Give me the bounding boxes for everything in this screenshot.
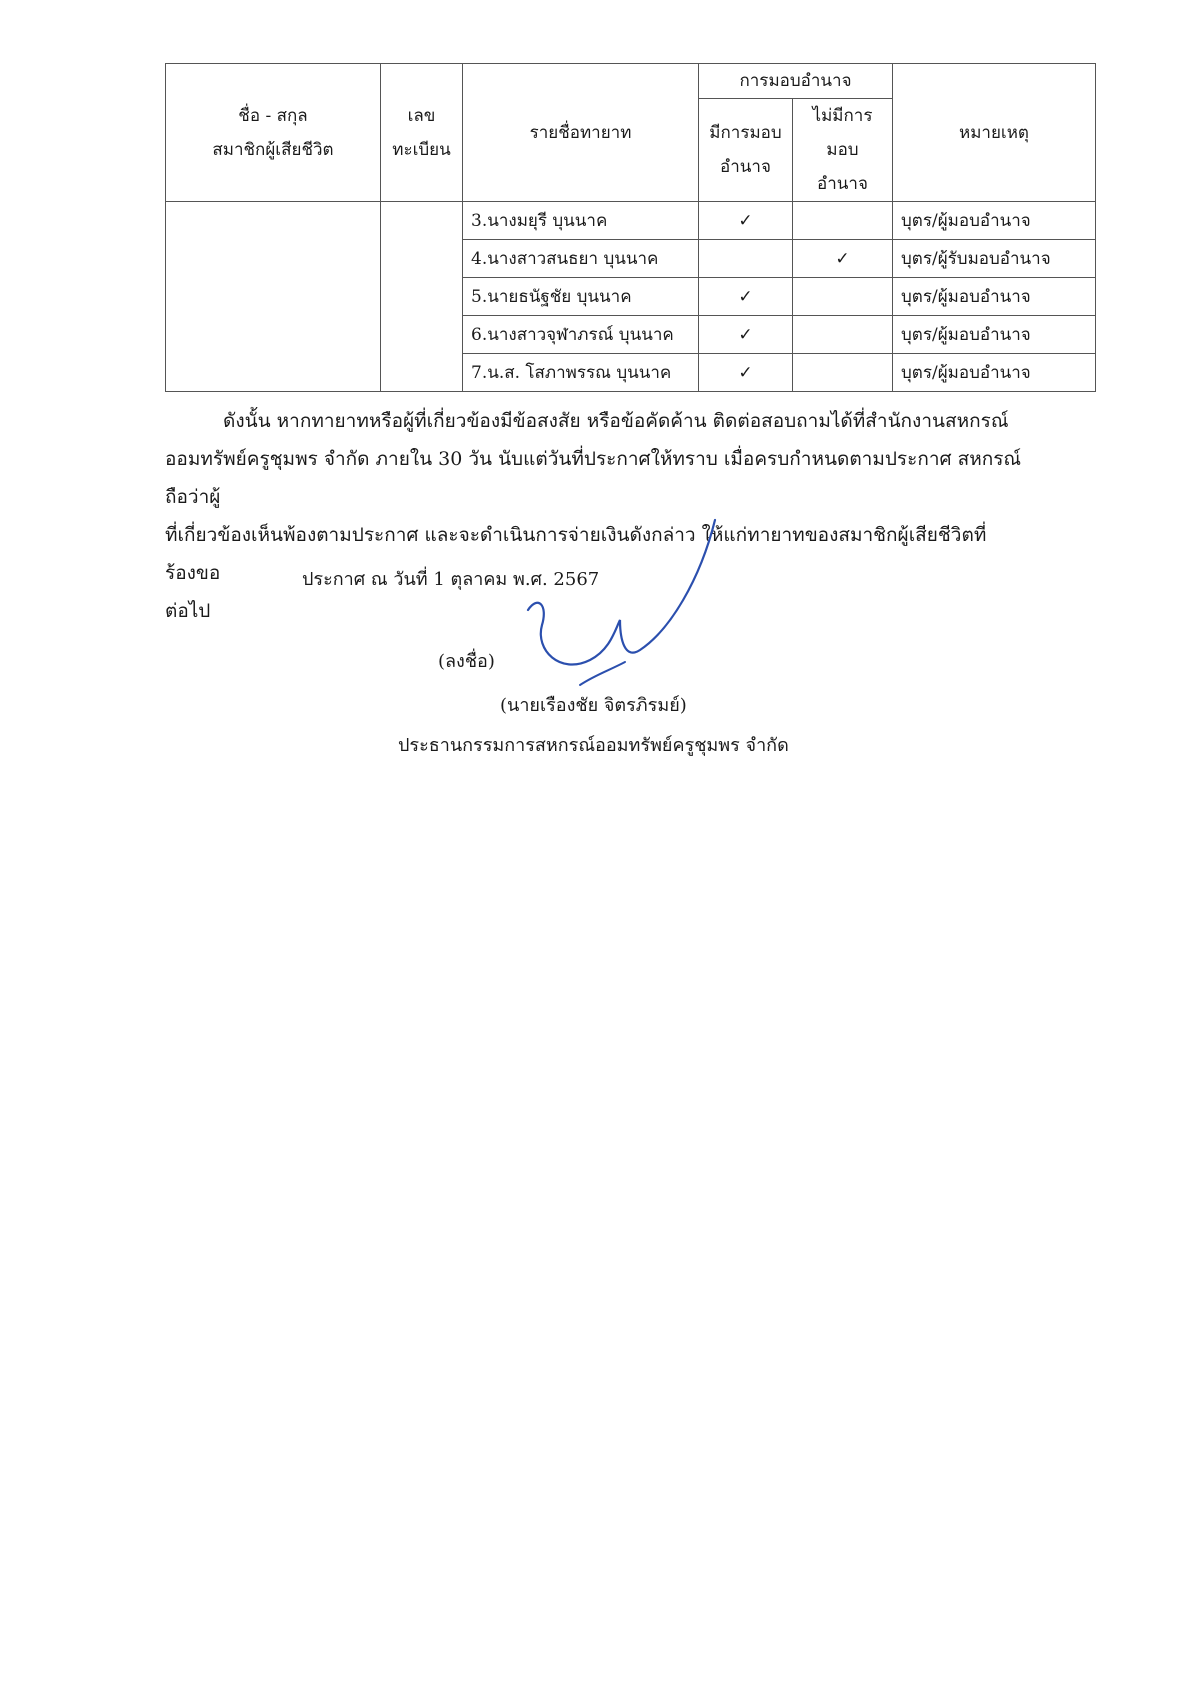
signed-label: (ลงชื่อ) <box>438 651 495 672</box>
authorized-check: ✓ <box>699 316 793 354</box>
heir-name: 6.นางสาวจุฬาภรณ์ บุนนาค <box>463 316 699 354</box>
paragraph-line: ออมทรัพย์ครูชุมพร จำกัด ภายใน 30 วัน นับแต่วันที่ประกาศให้ทราบ เมื่อครบกำหนดตามประกาศ สหกรณ์ถือว่าผู้ <box>165 448 1022 508</box>
not-authorized-check <box>793 278 893 316</box>
deceased-name-cell <box>166 202 381 392</box>
remark: บุตร/ผู้มอบอำนาจ <box>893 316 1096 354</box>
header-remark: หมายเหตุ <box>893 64 1096 202</box>
heirs-table <box>165 63 1096 392</box>
not-authorized-check <box>793 354 893 392</box>
heir-name: 4.นางสาวสนธยา บุนนาค <box>463 240 699 278</box>
remark: บุตร/ผู้มอบอำนาจ <box>893 278 1096 316</box>
header-deceased-name: ชื่อ - สกุล สมาชิกผู้เสียชีวิต <box>166 64 381 202</box>
announcement-date: ประกาศ ณ วันที่ 1 ตุลาคม พ.ศ. 2567 <box>302 569 600 590</box>
header-authorization: การมอบอำนาจ <box>699 64 893 99</box>
authorized-check <box>699 240 793 278</box>
signature-stroke <box>528 520 715 665</box>
registration-no-cell <box>381 202 463 392</box>
signer-name: (นายเรืองชัย จิตรภิรมย์) <box>500 695 687 716</box>
remark: บุตร/ผู้มอบอำนาจ <box>893 202 1096 240</box>
remark: บุตร/ผู้รับมอบอำนาจ <box>893 240 1096 278</box>
header-not-authorized: ไม่มีการ มอบอำนาจ <box>793 99 893 202</box>
paragraph-line: ดังนั้น หากทายาทหรือผู้ที่เกี่ยวข้องมีข้อสงสัย หรือข้อคัดค้าน ติดต่อสอบถามได้ที่สำนักงานสหกรณ์ <box>223 410 1009 432</box>
header-registration-no: เลข ทะเบียน <box>381 64 463 202</box>
authorized-check: ✓ <box>699 202 793 240</box>
header-authorized: มีการมอบ อำนาจ <box>699 99 793 202</box>
authorized-check: ✓ <box>699 278 793 316</box>
paragraph-line: ต่อไป <box>165 600 211 622</box>
not-authorized-check <box>793 202 893 240</box>
heir-name: 7.น.ส. โสภาพรรณ บุนนาค <box>463 354 699 392</box>
heir-name: 3.นางมยุรี บุนนาค <box>463 202 699 240</box>
signature-underline <box>580 662 625 685</box>
heir-name: 5.นายธนัฐชัย บุนนาค <box>463 278 699 316</box>
signer-title: ประธานกรรมการสหกรณ์ออมทรัพย์ครูชุมพร จำกัด <box>398 735 789 756</box>
header-heir-list: รายชื่อทายาท <box>463 64 699 202</box>
authorized-check: ✓ <box>699 354 793 392</box>
paragraph-line: ที่เกี่ยวข้องเห็นพ้องตามประกาศ และจะดำเนินการจ่ายเงินดังกล่าว ให้แก่ทายาทของสมาชิกผู้เสียชีวิตที่ร้องขอ <box>165 524 987 584</box>
remark: บุตร/ผู้มอบอำนาจ <box>893 354 1096 392</box>
not-authorized-check <box>793 316 893 354</box>
signature-icon <box>520 510 730 690</box>
not-authorized-check: ✓ <box>793 240 893 278</box>
table-row <box>166 202 1096 240</box>
